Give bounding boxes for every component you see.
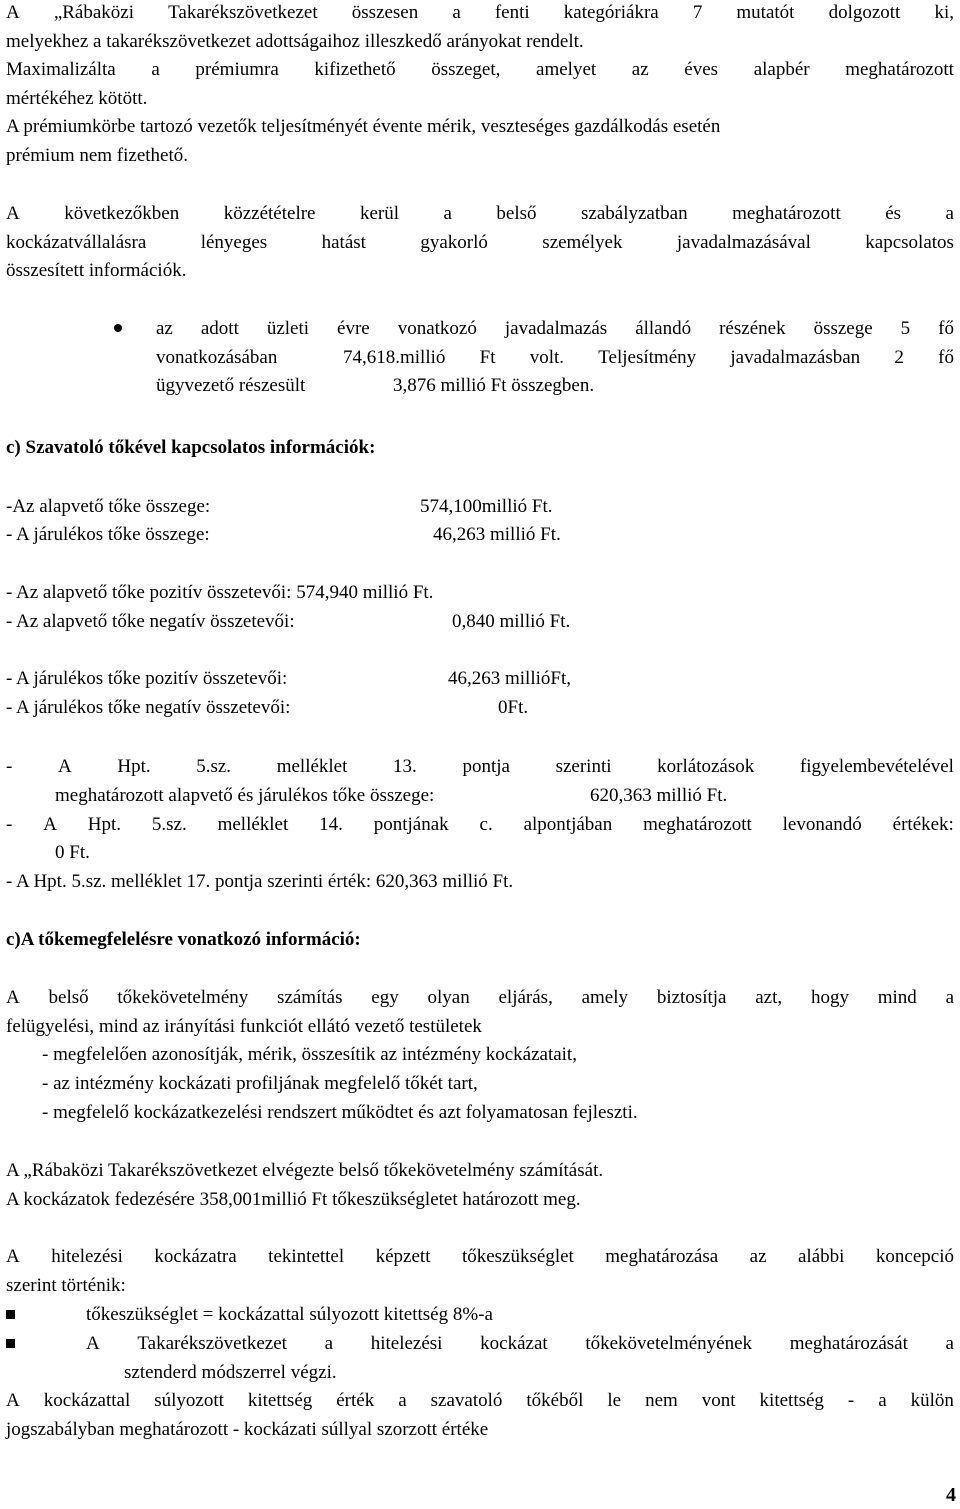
- section-c2-heading: c)A tőkemegfelelésre vonatkozó információ:: [6, 929, 361, 950]
- jar-value: 46,263 millió Ft.: [433, 524, 561, 545]
- c2-p2: A „Rábaközi Takarékszövetkezet elvégezte belső tőkekövetelmény számítását.: [6, 1160, 604, 1181]
- bullet1-line1: az adott üzleti évre vonatkozó javadalmazás állandó részének összege 5 fő: [156, 318, 954, 339]
- c2-p1-line1: A belső tőkekövetelmény számítás egy olyan eljárás, amely biztosítja azt, hogy mind a: [6, 987, 954, 1008]
- para1-line5: A prémiumkörbe tartozó vezetők teljesítményét évente mérik, veszteséges gazdálkodás esetén: [6, 116, 721, 137]
- page-number: 4: [946, 1484, 956, 1506]
- c2-p5-line1: A kockázattal súlyozott kitettség érték a szavatoló tőkéből le nem vont kitettség - a külön: [6, 1390, 954, 1411]
- para2-line2: kockázatvállalásra lényeges hatást gyakorló személyek javadalmazásával kapcsolatos: [6, 232, 954, 253]
- square-bullet-icon: [6, 1310, 15, 1319]
- alap-neg-value: 0,840 millió Ft.: [452, 611, 571, 632]
- alap-label: -Az alapvető tőke összege:: [6, 496, 211, 517]
- square-bullet-icon: [6, 1339, 15, 1348]
- hpt14-line2: 0 Ft.: [55, 842, 90, 863]
- para1-line2: melyekhez a takarékszövetkezet adottságaihoz illeszkedő arányokat rendelt.: [6, 31, 584, 52]
- c2-sq2-line2: sztenderd módszerrel végzi.: [124, 1362, 337, 1383]
- para1-line3: Maximalizálta a prémiumra kifizethető összeget, amelyet az éves alapbér meghatározott: [6, 59, 954, 80]
- c2-p3: A kockázatok fedezésére 358,001millió Ft tőkeszükségletet határozott meg.: [6, 1189, 581, 1210]
- bullet1-line2b: 74,618.millió Ft volt. Teljesítmény javadalmazásban 2 fő: [343, 347, 954, 368]
- bullet1-line2a: vonatkozásában: [156, 347, 278, 368]
- c2-p4-line2: szerint történik:: [6, 1275, 126, 1296]
- para1-line6: prémium nem fizethető.: [6, 145, 189, 166]
- c2-dash3: - megfelelő kockázatkezelési rendszert működtet és azt folyamatosan fejleszti.: [42, 1102, 638, 1123]
- hpt14-line1: - A Hpt. 5.sz. melléklet 14. pontjának c. alpontjában meghatározott levonandó értékek:: [6, 814, 954, 835]
- hpt13-line2a: meghatározott alapvető és járulékos tőke összege:: [55, 785, 435, 806]
- jar-poz-value: 46,263 millióFt,: [448, 668, 571, 689]
- c2-dash2: - az intézmény kockázati profiljának megfelelő tőkét tart,: [42, 1073, 478, 1094]
- bullet-dot-icon: [114, 324, 122, 332]
- para2-line3: összesített információk.: [6, 260, 187, 281]
- jar-label: - A járulékos tőke összege:: [6, 524, 210, 545]
- c2-dash1: - megfelelően azonosítják, mérik, összesítik az intézmény kockázatait,: [42, 1044, 577, 1065]
- alap-neg-label: - Az alapvető tőke negatív összetevői:: [6, 611, 295, 632]
- jar-poz-label: - A járulékos tőke pozitív összetevői:: [6, 668, 288, 689]
- section-c-heading: c) Szavatoló tőkével kapcsolatos információk:: [6, 437, 376, 458]
- c2-p5-line2: jogszabályban meghatározott - kockázati súllyal szorzott értéke: [6, 1419, 489, 1440]
- para2-line1: A következőkben közzétételre kerül a belső szabályzatban meghatározott és a: [6, 203, 954, 224]
- alap-poz: - Az alapvető tőke pozitív összetevői: 574,940 millió Ft.: [6, 582, 434, 603]
- jar-neg-label: - A járulékos tőke negatív összetevői:: [6, 697, 291, 718]
- c2-sq2-line1: A Takarékszövetkezet a hitelezési kockázat tőkekövetelményének meghatározását a: [86, 1333, 954, 1354]
- c2-sq1: tőkeszükséglet = kockázattal súlyozott kitettség 8%-a: [86, 1304, 493, 1325]
- bullet1-line3b: 3,876 millió Ft összegben.: [393, 375, 595, 396]
- hpt13-line1: - A Hpt. 5.sz. melléklet 13. pontja szerinti korlátozások figyelembevételével: [6, 756, 954, 777]
- bullet1-line3a: ügyvezető részesült: [156, 375, 306, 396]
- para1-line4: mértékéhez kötött.: [6, 88, 148, 109]
- hpt17-line: - A Hpt. 5.sz. melléklet 17. pontja szerinti érték: 620,363 millió Ft.: [6, 871, 514, 892]
- hpt13-line2b: 620,363 millió Ft.: [590, 785, 728, 806]
- jar-neg-value: 0Ft.: [498, 697, 529, 718]
- c2-p1-line2: felügyelési, mind az irányítási funkciót ellátó vezető testületek: [6, 1016, 482, 1037]
- para1-line1: A „Rábaközi Takarékszövetkezet összesen a fenti kategóriákra 7 mutatót dolgozott ki,: [6, 2, 954, 23]
- c2-p4-line1: A hitelezési kockázatra tekintettel képzett tőkeszükséglet meghatározása az alábbi koncepció: [6, 1246, 954, 1267]
- alap-value: 574,100millió Ft.: [420, 496, 553, 517]
